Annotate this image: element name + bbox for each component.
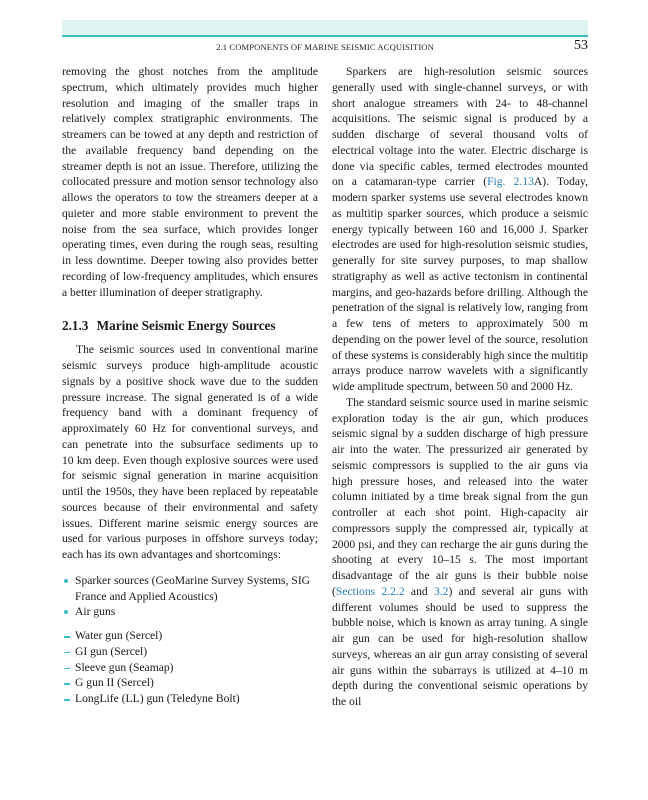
- sub-list-item: [62, 675, 318, 691]
- sub-list-item-label: Sleeve gun (Seamap): [75, 660, 174, 674]
- text-run: The standard seismic source used in marine seismic exploration today is the air gun, which produces seismic signal by a sudden discharge of high pressure air into the water. The pressurized air generated by seismic compressors is supplied to the air guns via high pressure hoses, and released into the water column initiated by a time break signal from the gun controller at each shot point. High-capacity air compressors supply the compressed air, typically at 2000 psi, and they can recharge the air guns during the shooting at every 10–15 s. The most important disadvantage of the air guns is their bubble noise (: [332, 395, 588, 598]
- right-column: [332, 64, 588, 710]
- list-item-label: Air guns: [75, 605, 116, 619]
- airgun-paragraph: [332, 395, 588, 710]
- running-header: [62, 40, 588, 56]
- text-run: ) and several air guns with different volumes should be used to suppress the bubble noise, which is known as array tuning. A single air gun can be used for high-resolution shallow surveys, whereas an air gun array consisting of several air guns within the subarrays is utilized at 4–10 m depth during the conventional seismic operations by the oil: [332, 584, 588, 708]
- figure-link[interactable]: Fig. 2.13: [487, 175, 534, 189]
- dash-icon: [64, 668, 70, 670]
- source-list: [62, 573, 318, 620]
- sparker-paragraph: [332, 64, 588, 395]
- continuation-paragraph: removing the ghost notches from the amplitude spectrum, which ultimately provides much higher resolution and imaging of the smaller traps in relatively complex stratigraphic environments. The streamers can be towed at any depth and restriction of the available frequency band depending on the streamer depth is not an issue. Therefore, utilizing the collocated pressure and motion sensor technology also allows the operators to tow the streamers deeper at a quieter and more stable environment to prevent the noise from the sea surface, which provides longer operating times, even during the rough seas, resulting in less downtime. Deeper towing also provides better recording of low-frequency amplitudes, which ensures a better illumination of deeper stratigraphy.: [62, 65, 318, 299]
- sub-list-item-label: G gun II (Sercel): [75, 676, 154, 690]
- sub-list-item: [62, 660, 318, 676]
- text-run: Sparkers are high-resolution seismic sources generally used with single-channel surveys, or with short analogue streamers with 24- to 48-channel acquisitions. The seismic signal is produced by a sudden discharge of several thousand volts of electrical voltage into the water. Electric discharge is done via specific cables, termed electrodes mounted on a catamaran-type carrier (: [332, 65, 588, 189]
- air-gun-list: [62, 628, 318, 707]
- list-item: [62, 573, 318, 605]
- bullet-icon: [64, 579, 68, 583]
- section-title: Marine Seismic Energy Sources: [96, 318, 276, 334]
- list-item-label: Sparker sources (GeoMarine Survey Systems, SIG France and Applied Acoustics): [75, 573, 311, 603]
- left-column: [62, 64, 318, 707]
- section-link[interactable]: Sections 2.2.2: [335, 584, 405, 598]
- section-heading: [62, 318, 318, 334]
- intro-paragraph: The seismic sources used in conventional marine seismic surveys produce high-amplitude acoustic signals by a positive shock wave due to the sudden pressure increase. The signal generated is of a wide frequency band with a dominant frequency of approximately 60 Hz for conventional surveys, and can penetrate into the subsurface sediments up to 10 km deep. Even though explosive sources were used for seismic signal generation in marine acquisition until the 1950s, they have been replaced by repeatable sources because of their environmental and safety issues. Different marine seismic energy sources are used for various purposes in offshore surveys today; each has its own advantages and shortcomings:: [62, 343, 318, 561]
- header-band: [62, 20, 588, 37]
- dash-icon: [64, 636, 70, 638]
- sub-list-item-label: LongLife (LL) gun (Teledyne Bolt): [75, 692, 240, 705]
- text-run: and: [404, 584, 434, 598]
- sub-list-item: [62, 691, 318, 707]
- sub-list-item-label: GI gun (Sercel): [75, 644, 148, 658]
- page-number: 53: [574, 38, 588, 53]
- section-number: 2.1.3: [62, 318, 89, 334]
- text-run: A). Today, modern sparker systems use several electrodes known as multitip sparker sources, which produce a seismic energy typically between 160 and 16,000 J. Sparker electrodes are used for high-resolution seismic studies, generally for site survey purposes, to map shallow stratigraphy as well as active tectonism in continental margins, and geo-hazards before drilling. Although the penetration of the signal is relatively low, ranging from a few tens of meters to approximately 500 m depending on the power level of the source, resolution of these systems is considerably high since the multitip arrays produce narrow wavelets with a significantly wide amplitude spectrum, between 50 and 2000 Hz.: [332, 175, 588, 393]
- dash-icon: [64, 699, 70, 701]
- dash-icon: [64, 683, 70, 685]
- list-item: [62, 604, 318, 620]
- running-title: 2.1 COMPONENTS OF MARINE SEISMIC ACQUISITION: [216, 42, 434, 52]
- section-link[interactable]: 3.2: [433, 584, 449, 598]
- dash-icon: [64, 652, 70, 654]
- bullet-icon: [64, 610, 68, 614]
- sub-list-item: [62, 628, 318, 644]
- sub-list-item: [62, 644, 318, 660]
- sub-list-item-label: Water gun (Sercel): [75, 629, 163, 642]
